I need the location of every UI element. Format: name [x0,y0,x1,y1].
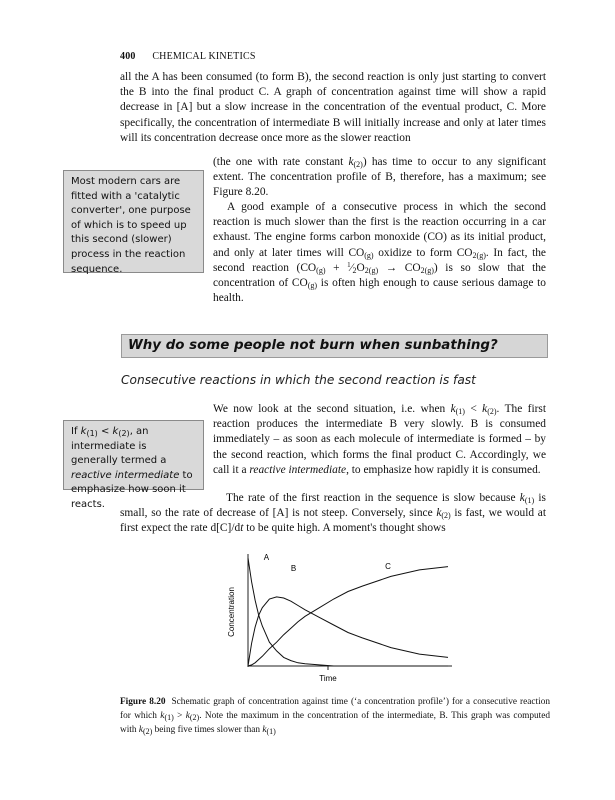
paragraph-3: We now look at the second situation, i.e. when $k_{(1)} < k_{(2)}$. The first reaction produces the intermediate B very slowly. B is consumed immediately – as soon as each molecule of intermediate is formed – by the second reaction, which forms the final product C. Accordingly, we call it a reactive intermediate, to emphasize how rapidly it is consumed. [213,403,546,476]
x-axis-label: Time [319,674,337,683]
margin-note-catalytic-converter: Most modern cars are fitted with a 'catalytic converter', one purpose of which is to speed up this second (slower) process in the reaction sequence. [63,170,204,273]
paragraph-1: all the A has been consumed (to form B), the second reaction is only just starting to convert the B into the final product C. A graph of concentration against time will show a rapid decrease in [A] but a slow increase in the concentration of the eventual product, C. More specifically, the concentration of intermediate B will initially increase and only at later times will its concentration decrease once more as the slower reaction [120,71,546,144]
y-axis-label: Concentration [227,587,236,637]
series-label-B: B [290,563,297,573]
section-title: Why do some people not burn when sunbathing? [121,334,548,358]
running-header [120,51,256,62]
running-title: CHEMICAL KINETICS [152,51,256,62]
series-label-C: C [385,561,391,571]
paragraph-4: The rate of the first reaction in the sequence is slow because $k_{(1)}$ is small, so the rate of decrease of [A] is not steep. Conversely, since $k_{(2)}$ is fast, we would at first expect the rate d[C]/dt to be quite high. A moment's thought shows [120,492,546,535]
page-number: 400 [120,51,136,62]
series-line-C [248,567,448,666]
series-label-A: A [263,553,270,563]
series-line-B [248,597,448,666]
paragraph-1-continued: (the one with rate constant $k_{(2)}$) has time to occur to any significant extent. The concentration profile of B, therefore, has a maximum; see Figure 8.20. [213,156,546,199]
series-line-A [248,558,448,666]
figure-label: Figure 8.20 [120,697,166,707]
section-subtitle: Consecutive reactions in which the second reaction is fast [121,373,476,387]
concentration-profile-chart [220,548,460,688]
margin-note-reactive-intermediate: If $k_{(1)} < k_{(2)}$, an intermediate is generally termed a reactive intermediate to emphasize how soon it reacts. [63,420,204,490]
paragraph-2: A good example of a consecutive process in which the second reaction is much slower than the first is the reaction occurring in a car exhaust. The engine forms carbon monoxide (CO) as its initial product, and only at later times will $CO_{(g)}$ oxidize to form $CO_{2(g)}$. In fact, the second reaction ($CO_{(g)}$ + $^1⁄_2O_{2(g)} \to CO_{2(g)}$) is so slow that the concentration of $CO_{(g)}$ is often high enough to cause serious damage to health. [213,201,546,305]
figure-caption: Figure 8.20 Schematic graph of concentration against time (‘a concentration profile’) for a consecutive reaction for which k(1) > k(2). Note the maximum in the concentration of the intermediate, B. This graph was computed with k(2) being five times slower than k(1) [120,697,550,736]
